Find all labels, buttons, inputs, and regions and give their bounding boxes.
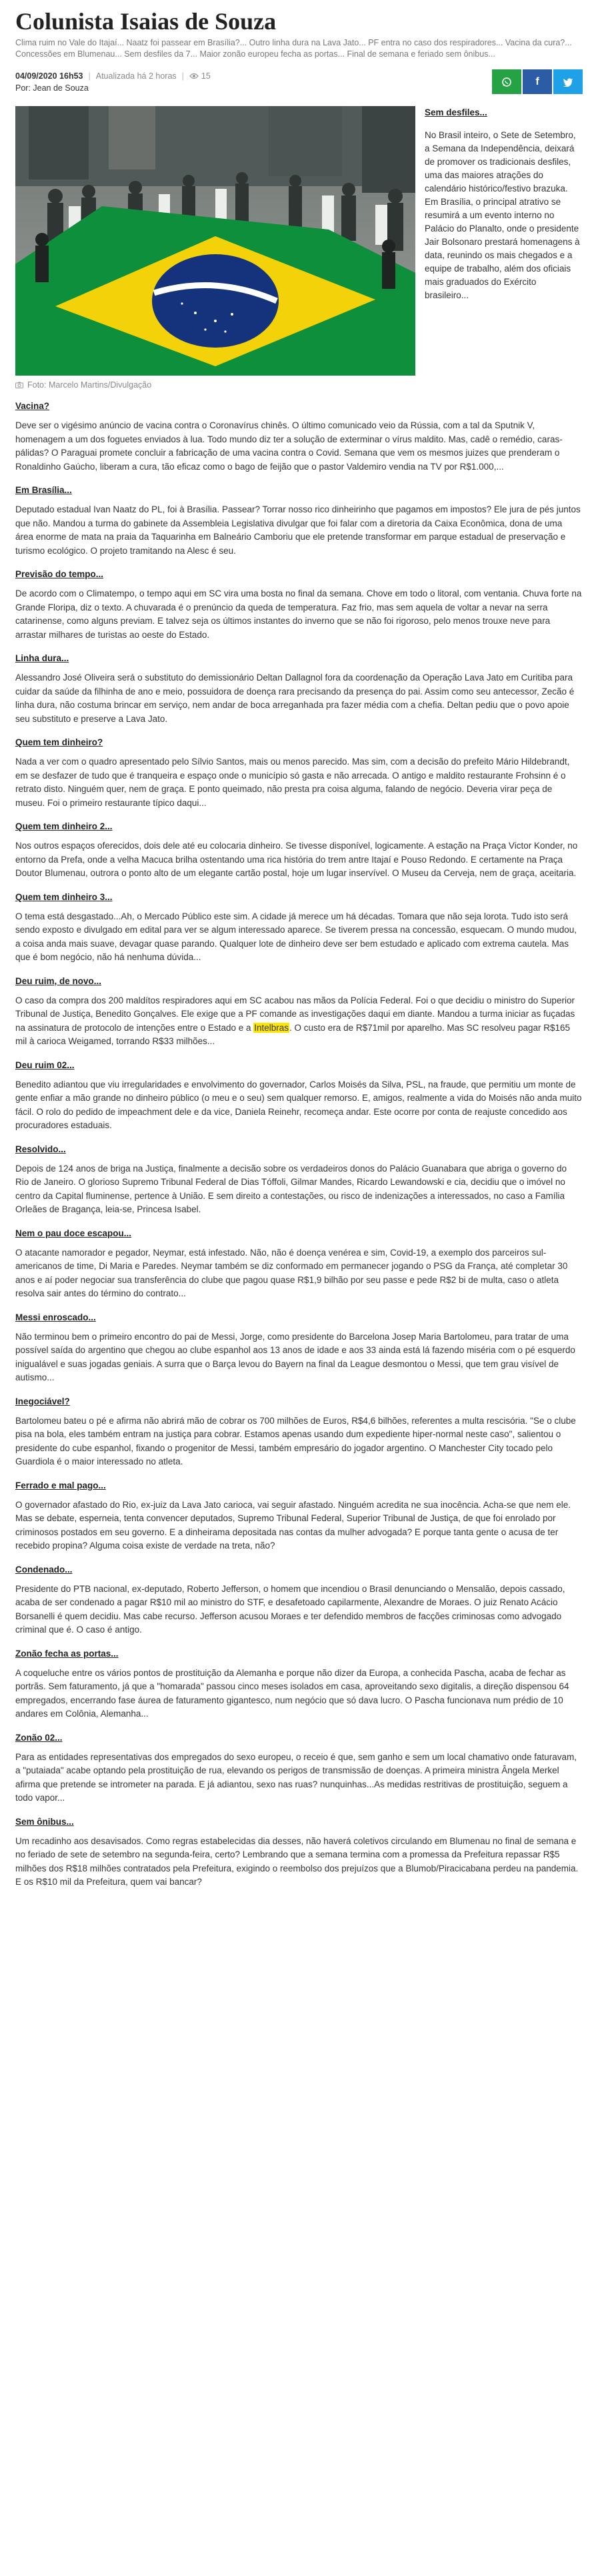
side-column [425, 106, 583, 390]
whatsapp-icon [501, 77, 512, 87]
section-quem-tem-dinheiro [15, 737, 583, 810]
meta-separator: | [88, 71, 91, 81]
section-paragraph: Presidente do PTB nacional, ex-deputado, Roberto Jefferson, o homem que incendiou o Brasil denunciando o Mensalão, depois cassado, acaba de ser condenado a pagar R$10 mil ao ministro do STF, e desafetoado capilarmente, Alexandre de Moraes. O juiz Renato Acácio Borsanelli é quem decidiu. Mas cabe recurso. Jefferson acusou Moraes e ter defendido membros de facções criminosas como advogado criminal que é. O caso é antigo. [15, 1583, 565, 1635]
section-heading: Messi enroscado... [15, 1312, 96, 1322]
share-twitter-button[interactable] [553, 69, 583, 94]
section-linha-dura [15, 653, 583, 726]
photo-credit: Foto: Marcelo Martins/Divulgação [27, 380, 152, 390]
article-title: Colunista Isaias de Souza [15, 8, 277, 35]
meta-info [15, 70, 211, 94]
section-heading: Inegociável? [15, 1396, 70, 1406]
section-heading: Sem ônibus... [15, 1816, 74, 1827]
section-vacina [15, 400, 583, 474]
share-whatsapp-button[interactable] [492, 69, 521, 94]
publish-date: 04/09/2020 16h53 [15, 71, 83, 81]
section-paragraph: Bartolomeu bateu o pé e afirma não abrirá mão de cobrar os 700 milhões de Euros, R$4,6 bilhões, referentes a multa rescisória. "Se o clube pisa na bola, eles também entram na justiça para cobrar. Estamos apenas usando dum expediente hiper-normal neste caso", salientou o presidente do cube espanhol, fixando o progenitor de Messi, também empresário do jogador argentino. O Manchester City tocado pelo Guardiola é o maior interessado no atleta. [15, 1415, 576, 1466]
section-condenado [15, 1564, 583, 1637]
author-line: Por: Jean de Souza [15, 83, 89, 93]
section-heading: Vacina? [15, 401, 50, 411]
section-paragraph: Nos outros espaços oferecidos, dois dele até eu colocaria dinheiro. Se tivesse disponível, logicamente. A estação na Praça Victor Konder, no entorno da Prefa, onde a velha Macuca brilha ostentando uma rica história do trem antre Itajaí e Pouso Redondo. E certamente na Praça Doutor Blumenau, outrora o ponto alto de um elegante cartão postal, hoje um lugar inservível. O Museu da Cerveja, nem de graça, aceitaria. [15, 841, 578, 878]
updated-time: Atualizada há 2 horas [95, 71, 177, 81]
paragraph-text: O caso da compra dos 200 maldítos respiradores aqui em SC acabou nas mãos da Polícia Federal. Foi o que decidiu o ministro do Superior Tribunal de Justiça, Benedito Gonçalves. Ele exige que a PF comande as investigações daqui em diante. Mandou a turma iniciar as fuçadas na assinatura de protocolo de intenções entre o Estado e a [15, 995, 575, 1033]
section-heading: Zonão 02... [15, 1732, 63, 1743]
section-resolvido [15, 1144, 583, 1217]
section-paragraph [15, 994, 583, 1049]
meta-separator: | [181, 71, 184, 81]
section-quem-tem-dinheiro-2 [15, 821, 583, 881]
section-deu-ruim [15, 975, 583, 1049]
share-buttons [492, 69, 583, 94]
section-heading: Quem tem dinheiro? [15, 737, 103, 747]
section-heading: Em Brasília... [15, 485, 72, 495]
section-heading: Deu ruim, de novo... [15, 975, 102, 986]
side-paragraph: No Brasil inteiro, o Sete de Setembro, a Semana da Independência, deixará de promover os tradicionais desfiles, uma das maiores atrações do calendário histórico/festivo brazuka. Em Brasília, o principal atrativo se resumirá a um evento interno no Palácio do Planalto, onde o presidente Jair Bolsonaro prestará homenagens à data, reunindo os mais chegados e a equipe de trabalho, além dos oficiais mais graduados do Exército brasileiro... [425, 130, 580, 300]
section-paragraph: O governador afastado do Rio, ex-juiz da Lava Jato carioca, vai seguir afastado. Ninguém acredita ne sua inocência. Acha-se que nem ele. Mas se debate, esperneia, tenta convencer deputados, Supremo Tribunal Federal, Superior Tribunal de Justiça, de que foi enrolado por criminosos postados em seu governo. E a dinheirama depositada nas contas da mulher advogada? E porque tanta gente o acusa de ter recebido propina? Alguma coisa existe de verdade na treta, não? [15, 1499, 571, 1551]
section-heading: Ferrado e mal pago... [15, 1480, 106, 1490]
camera-icon [15, 382, 23, 388]
section-nem-o-pau-doce [15, 1228, 583, 1301]
section-previsao-do-tempo [15, 568, 583, 642]
photo-caption [15, 380, 415, 390]
section-paragraph: Nada a ver com o quadro apresentado pelo Sílvio Santos, mais ou menos parecido. Mas sim, com a decisão do prefeito Mário Hildebrandt, em se desfazer de tudo que é tranqueira e espaço onde o município só gasta e não arrecada. O antigo e maldito restaurante Frohsinn é o retrato disto. Ninguém quer, nem de graça. E ponto queimado, não presta pra coisa alguma, falando de negócio. Deveria virar peça de museu. Foi o primeiro restaurante típico daqui... [15, 757, 570, 808]
share-facebook-button[interactable] [523, 69, 552, 94]
section-heading: Linha dura... [15, 653, 69, 663]
article-subtitle: Clima ruim no Vale do Itajaí... Naatz foi passear em Brasília?... Outro linha dura na Lava Jato... PF entra no caso dos respiradores... Vacina da cura?... Concessões em Blumenau... Sem desfiles da 7... Maior zonão europeu fecha as portas... Final de semana e feriado sem ônibus... [15, 38, 572, 59]
section-deu-ruim-02 [15, 1059, 583, 1133]
section-paragraph: Deputado estadual Ivan Naatz do PL, foi à Brasília. Passear? Torrar nosso rico dinheirinho que pagamos em impostos? Ele jura de pés juntos que não. Mandou a turma do gabinete da Assembleia Legislativa divulgar que foi falar com a diretoria da Caixa Econômica, dona de uma área enorme de mata na praia da Taquarinha em Balneário Camboriu que ele pretende transformar em parque estadual de preservação e turismo ecológico. O projeto tramitando na Alesc é seu. [15, 504, 581, 556]
section-quem-tem-dinheiro-3 [15, 891, 583, 965]
views-value: 15 [201, 71, 211, 81]
section-paragraph: De acordo com o Climatempo, o tempo aqui em SC vira uma bosta no final da semana. Chove em todo o litoral, com ventania. Chuva forte na Grande Floripa, diz o texto. A chuvarada é o prenúncio da queda de temperatura. Faz frio, mas sem aquela de voltar a nevar na serra catarinense, como alguns previam. E talvez seja os últimos instantes do inverno que se não foi rigoroso, pelo menos trouxe neve para arrastar milhares de turistas ao oeste do Estado. [15, 588, 582, 640]
section-paragraph: Deve ser o vigésimo anúncio de vacina contra o Coronavírus chinês. O último comunicado veio da Rússia, com a tal da Sputnik V, homenagem a um dos foguetes enviados à lua. Todo mundo diz ter a solução de exterminar o vírus maldito. Mas, cadê o remédio, caras-pálidas? O Paraguai promete concluir a fabricação de uma vacina contra o Covid. Semana que vem os mesmos juizes que prenderam o Ronaldinho Gaúcho, liberam a cura, tão eficaz como o bago de feijão que o pastor Valdemiro vendia na TV por R$1.000,... [15, 420, 563, 472]
facebook-icon: f [535, 75, 539, 87]
side-heading: Sem desfiles... [425, 107, 487, 117]
photo-column [15, 106, 415, 390]
lead-section [15, 106, 583, 390]
section-heading: Quem tem dinheiro 3... [15, 891, 113, 902]
section-heading: Deu ruim 02... [15, 1059, 75, 1070]
section-heading: Nem o pau doce escapou... [15, 1228, 132, 1238]
section-heading: Resolvido... [15, 1144, 66, 1154]
section-zonao-fecha [15, 1648, 583, 1721]
section-paragraph: O tema está desgastado...Ah, o Mercado Público este sim. A cidade já merece um há décadas. Tomara que não seja lorota. Tudo isto será sendo exposto e divulgado em edital para ver se algum interessado aparece. Se tiverem pressa na concessão, esquecam. O mundo mudou, a coisa anda mais suave, devagar quase parando. Qualquer lote de dinheiro deve ser bem estudado e aplicado com extrema cautela. Mas que é bom negócio, não há nenhuma dúvida... [15, 911, 577, 962]
views-count [189, 70, 211, 82]
section-heading: Zonão fecha as portas... [15, 1648, 119, 1659]
paragraph-text: . O custo era de R$71mil por aparelho. Mas SC resolveu pagar R$165 mil à carioca Weigamed, torrando R$33 milhões... [15, 1022, 571, 1046]
section-paragraph: O atacante namorador e pegador, Neymar, está infestado. Não, não é doença venérea e sim, Covid-19, a exemplo dos parceiros sul-americanos de time, Di Maria e Paredes. Neymar também se diz conformado em permanecer jogando o PSG da França, até completar 30 anos e aí poder negociar sua transferência do clube que pagou quase R$1,9 bilhão por seu passe e pede R$2 bi de multa, caso o atleta resolva sair antes do término do contrato... [15, 1247, 568, 1298]
section-heading: Condenado... [15, 1564, 73, 1575]
section-paragraph: Para as entidades representativas dos empregados do sexo europeu, o receio é que, sem ganho e sem um local chamativo onde faturavam, a "putaiada" acabe optando pela prostituição de rua, elevando os perigos de transmissão de doenças. A primeira ministra Ângela Merkel afirma que pretende se intrometer na parada. E já adiantou, sexo nas ruas? nunquinhas...As medidas restritivas de prostituição, seguem a todo vapor... [15, 1751, 577, 1803]
eye-icon [189, 73, 199, 79]
section-ferrado-e-mal-pago [15, 1480, 583, 1553]
section-paragraph: Depois de 124 anos de briga na Justiça, finalmente a decisão sobre os verdadeiros donos do Palácio Guanabara que abriga o governo do Rio de Janeiro. O glorioso Supremo Tribunal Federal de Dias Tóffoli, Gilmar Mandes, Ricardo Lewandowski e cia, decidiu que o imóvel no centro da Capital fluminense, pertence à União. E sem direito a contestações, ou risco de indenizações a interessados, no caso a Família Orleães de Bragança, leia-se, Princesa Isabel. [15, 1163, 567, 1214]
parade-flag-photo [15, 106, 415, 376]
section-paragraph: Não terminou bem o primeiro encontro do pai de Messi, Jorge, como presidente do Barcelona Josep Maria Bartolomeu, para tratar de uma possível saída do argentino que chegou ao clube espanhol aos 13 anos de idade e aos 33 ainda está lá fazendo miséria com o pé esquerdo inigualável e suas jogadas geniais. A surra que o Barça levou do Bayern na final da League desmontou o Messi, que tem grau visível de autismo... [15, 1331, 575, 1382]
article-meta [15, 69, 583, 94]
section-paragraph: Alessandro José Oliveira será o substituto do demissionário Deltan Dallagnol fora da coordenação da Operação Lava Jato em Curitiba para cuidar da saúde da filhinha de ano e meio, possuidora de doença rara precisando da presença do pai. Assim como seu antecessor, Zecão é linha dura, não costuma brincar em serviço, nem andar de boca arreganhada pra fazer média com a chefia. Deltan pediu que o povo apoie seu substituto e preserve a Lava Jato. [15, 673, 575, 724]
section-inegociavel [15, 1396, 583, 1469]
highlighted-term: Intelbras [254, 1022, 289, 1033]
twitter-icon [563, 77, 573, 87]
section-paragraph: A coqueluche entre os vários pontos de prostituição da Alemanha e porque não dizer da Europa, a conhecida Pascha, acaba de fechar as portrãs. Sem faturamento, já que a "homarada" passou cinco meses isolados em casa, aproveitando sexo digitalis, a direção dispensou 64 empregados, encerrando fase áurea de faturamento gigantesco, num negócio que só dava lucro. O Pascha funcionava num prédio de 10 andares em Colônia, Alemanha... [15, 1667, 569, 1719]
section-paragraph: Um recadinho aos desavisados. Como regras estabelecidas dia desses, não haverá coletivos circulando em Blumenau no final de semana e no feriado de sete de setembro na segunda-feira, certo? Lembrando que a semana termina com a promessa da Prefeitura repassar R$5 milhões dos R$18 milhões contratados pela Prefeitura, exigindo o reembolso dos prejuízos que a Blumob/Piracicabana perdeu na pandemia. E os R$10 mil da Prefeitura, quem vai bancar? [15, 1835, 579, 1887]
section-sem-onibus [15, 1816, 583, 1889]
section-em-brasilia [15, 484, 583, 558]
section-messi-enroscado [15, 1312, 583, 1385]
section-heading: Previsão do tempo... [15, 569, 104, 579]
section-paragraph: Benedito adiantou que viu irregularidades e envolvimento do governador, Carlos Moisés da Silva, PSL, na fraude, que permitiu um monte de gente enfiar a mão grande no dinheiro público (o meu e o seu) sem qualquer remorso. E, amigos, realmente a vida do Moisés não anda muito fácil. O rolo do pedido de impeachment dele e da vice, Daniela Reinehr, recomeça andar. Este ocorre por conta de reajuste concedido aos procuradores estaduais. [15, 1079, 582, 1130]
article-photo [15, 106, 415, 376]
section-zonao-02 [15, 1732, 583, 1805]
section-heading: Quem tem dinheiro 2... [15, 821, 113, 831]
